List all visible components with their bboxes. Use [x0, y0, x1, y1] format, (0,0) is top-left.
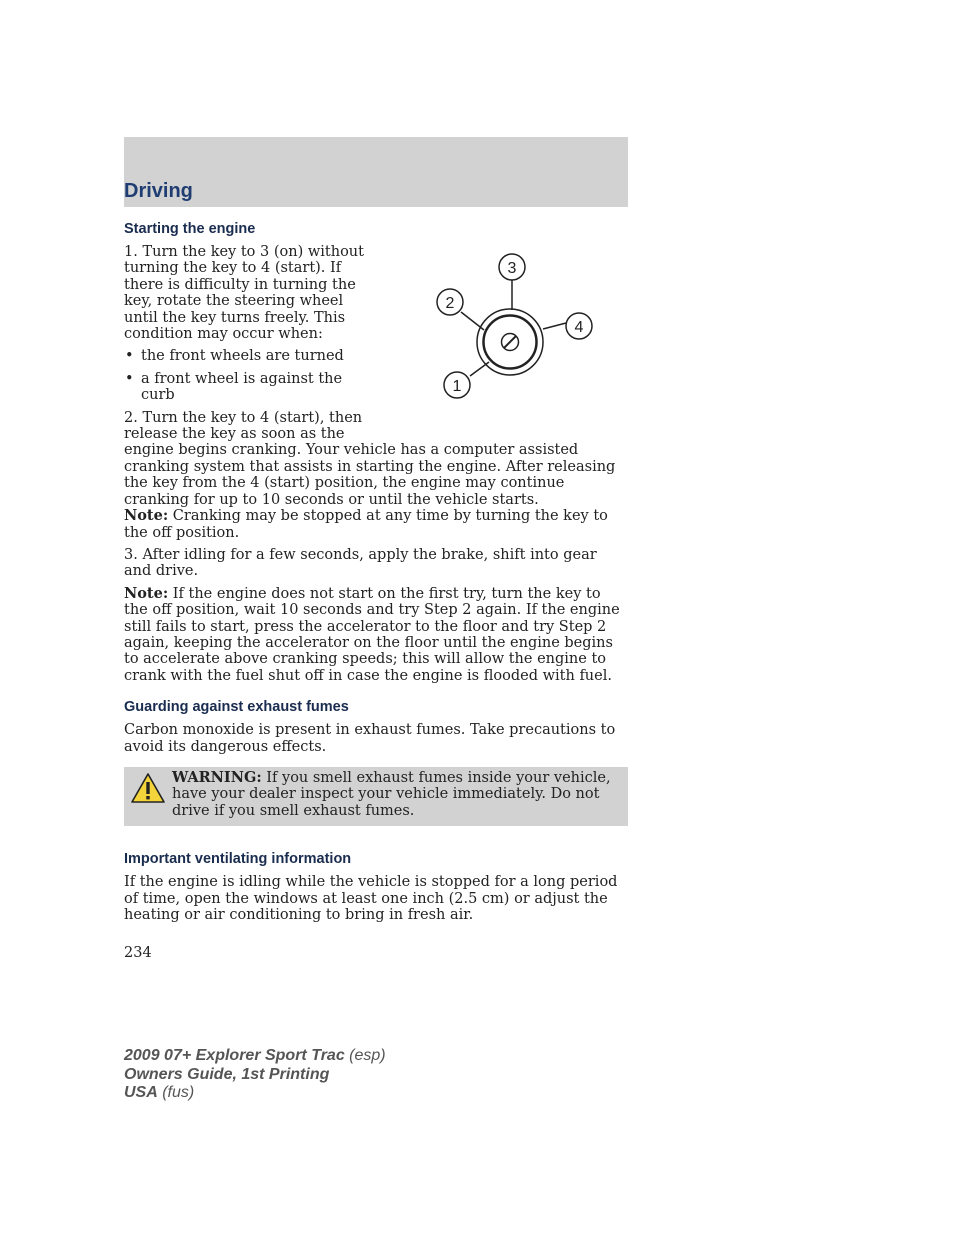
warning-text: If you smell exhaust fumes inside your vehicle, have your dealer inspect your vehicle immediately. Do not drive if you smell exhaust fumes. — [172, 769, 611, 819]
page-number: 234 — [124, 945, 152, 962]
note-label: Note: — [124, 507, 169, 525]
page-content — [124, 220, 628, 962]
list-item: • a front wheel is against the curb — [125, 370, 343, 404]
warning-triangle-icon — [130, 772, 166, 804]
position-label-2: 2 — [445, 295, 455, 312]
bullet-icon: • — [125, 370, 134, 387]
ignition-diagram — [436, 250, 626, 405]
heading-ventilating: Important ventilating information — [124, 851, 352, 868]
document-footer — [124, 1047, 386, 1103]
section-header-band — [124, 137, 628, 207]
footer-line-2: Owners Guide, 1st Printing — [124, 1065, 330, 1083]
note-flooded: Note: If the engine does not start on the first try, turn the key to the off position, wait 10 seconds and try Step 2 again. If the engine still fails to start, press the accelerator to the floor and try Step 2 again, keeping the accelerator on the floor until the engine begins to accelerate above cranking speeds; this will allow the engine to crank with the fuel shut off in case the engine is flooded with fuel. — [124, 584, 620, 684]
step-3-text: 3. After idling for a few seconds, apply the brake, shift into gear and drive. — [124, 546, 597, 580]
footer-line-1: 2009 07+ Explorer Sport Trac (esp) — [124, 1047, 386, 1064]
condition-list — [124, 348, 374, 403]
position-label-1: 1 — [452, 378, 462, 395]
position-label-4: 4 — [574, 319, 584, 336]
warning-box — [124, 767, 628, 826]
list-item: • the front wheels are turned — [125, 348, 344, 365]
heading-starting-engine: Starting the engine — [124, 221, 256, 237]
exhaust-body: Carbon monoxide is present in exhaust fumes. Take precautions to avoid its dangerous effects. — [124, 722, 616, 755]
note-cranking: Note: Cranking may be stopped at any time by turning the key to the off position. — [124, 507, 608, 541]
bullet-icon: • — [125, 348, 134, 365]
diagram-leader-4 — [543, 323, 566, 329]
footer-line-3: USA (fus) — [124, 1084, 195, 1101]
ventilating-body: If the engine is idling while the vehicle is stopped for a long period of time, open the windows at least one inch (2.5 cm) or adjust the heating or air conditioning to bring in fresh air. — [124, 874, 618, 923]
note-label: Note: — [124, 584, 169, 602]
position-label-3: 3 — [507, 260, 517, 277]
step-2-text-continued: engine begins cranking. Your vehicle has a computer assisted cranking system that assists in starting the engine. After releasing the key from the 4 (start) position, the engine may continue cranking for up to 10 seconds or until the vehicle starts. — [124, 442, 616, 508]
step-1-text: 1. Turn the key to 3 (on) without turning the key to 4 (start). If there is difficulty in turning the key, rotate the steering wheel until the key turns freely. This condition may occur when: — [124, 244, 364, 343]
key-slot — [504, 336, 516, 348]
warning-label: WARNING: — [172, 768, 262, 786]
section-title: Driving — [124, 180, 193, 202]
heading-exhaust-fumes: Guarding against exhaust fumes — [124, 699, 349, 716]
step-2-text-start: 2. Turn the key to 4 (start), then release the key as soon as the — [124, 409, 363, 443]
